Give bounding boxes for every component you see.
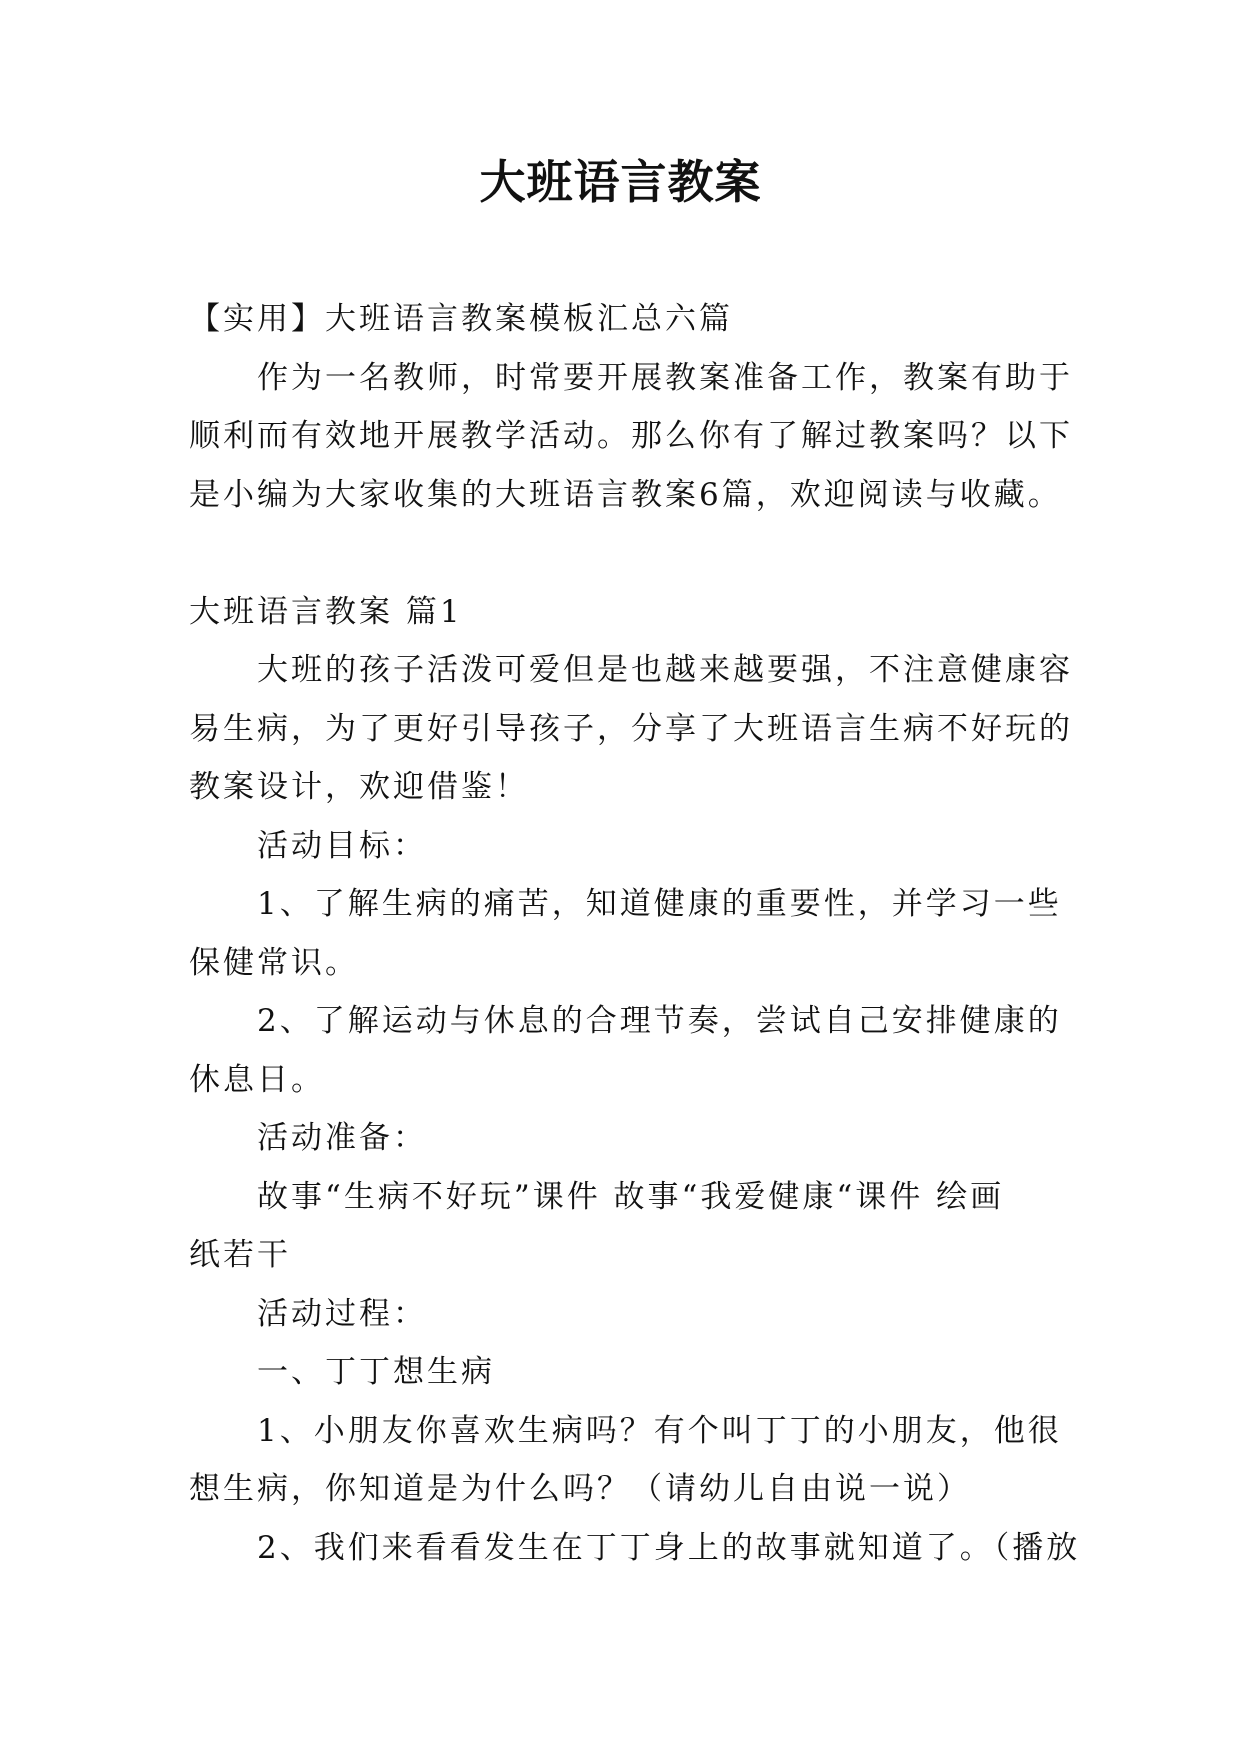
paragraph-line: 大班的孩子活泼可爱但是也越来越要强，不注意健康容 [257, 652, 1073, 688]
intro-line: 顺利而有效地开展教学活动。那么你有了解过教案吗？以下 [189, 418, 1073, 454]
paragraph-line: 易生病，为了更好引导孩子，分享了大班语言生病不好玩的 [189, 710, 1073, 747]
section-heading: 大班语言教案 篇1 [189, 593, 463, 630]
goals-label: 活动目标： [257, 827, 427, 864]
prep-line: 纸若干 [189, 1237, 291, 1273]
document-title: 大班语言教案 [479, 155, 762, 209]
step-line: 1、小朋友你喜欢生病吗？有个叫丁丁的小朋友，他很 [257, 1412, 1062, 1449]
step-line: 2、我们来看看发生在丁丁身上的故事就知道了。（播放 [257, 1529, 1081, 1566]
paragraph-gap [189, 524, 1069, 583]
intro-line: 作为一名教师，时常要开展教案准备工作，教案有助于 [257, 359, 1073, 396]
step-line: 想生病，你知道是为什么吗？（请幼儿自由说一说） [189, 1471, 971, 1507]
goal-line: 休息日。 [189, 1061, 325, 1098]
intro-line: 是小编为大家收集的大班语言教案6篇，欢迎阅读与收藏。 [189, 476, 1062, 513]
prep-line: 故事“生病不好玩”课件 故事“我爱健康“课件 绘画 [257, 1178, 1005, 1215]
goal-line: 1、了解生病的痛苦，知道健康的重要性，并学习一些 [257, 886, 1062, 922]
prep-label: 活动准备： [257, 1120, 427, 1156]
paragraph-line: 教案设计，欢迎借鉴！ [189, 769, 529, 805]
step-heading: 一、丁丁想生病 [257, 1354, 495, 1390]
process-label: 活动过程： [257, 1295, 427, 1332]
goal-line: 保健常识。 [189, 944, 359, 981]
goal-line: 2、了解运动与休息的合理节奏，尝试自己安排健康的 [257, 1003, 1062, 1039]
document-body [189, 290, 1081, 1577]
subtitle-line: 【实用】大班语言教案模板汇总六篇 [189, 301, 733, 337]
